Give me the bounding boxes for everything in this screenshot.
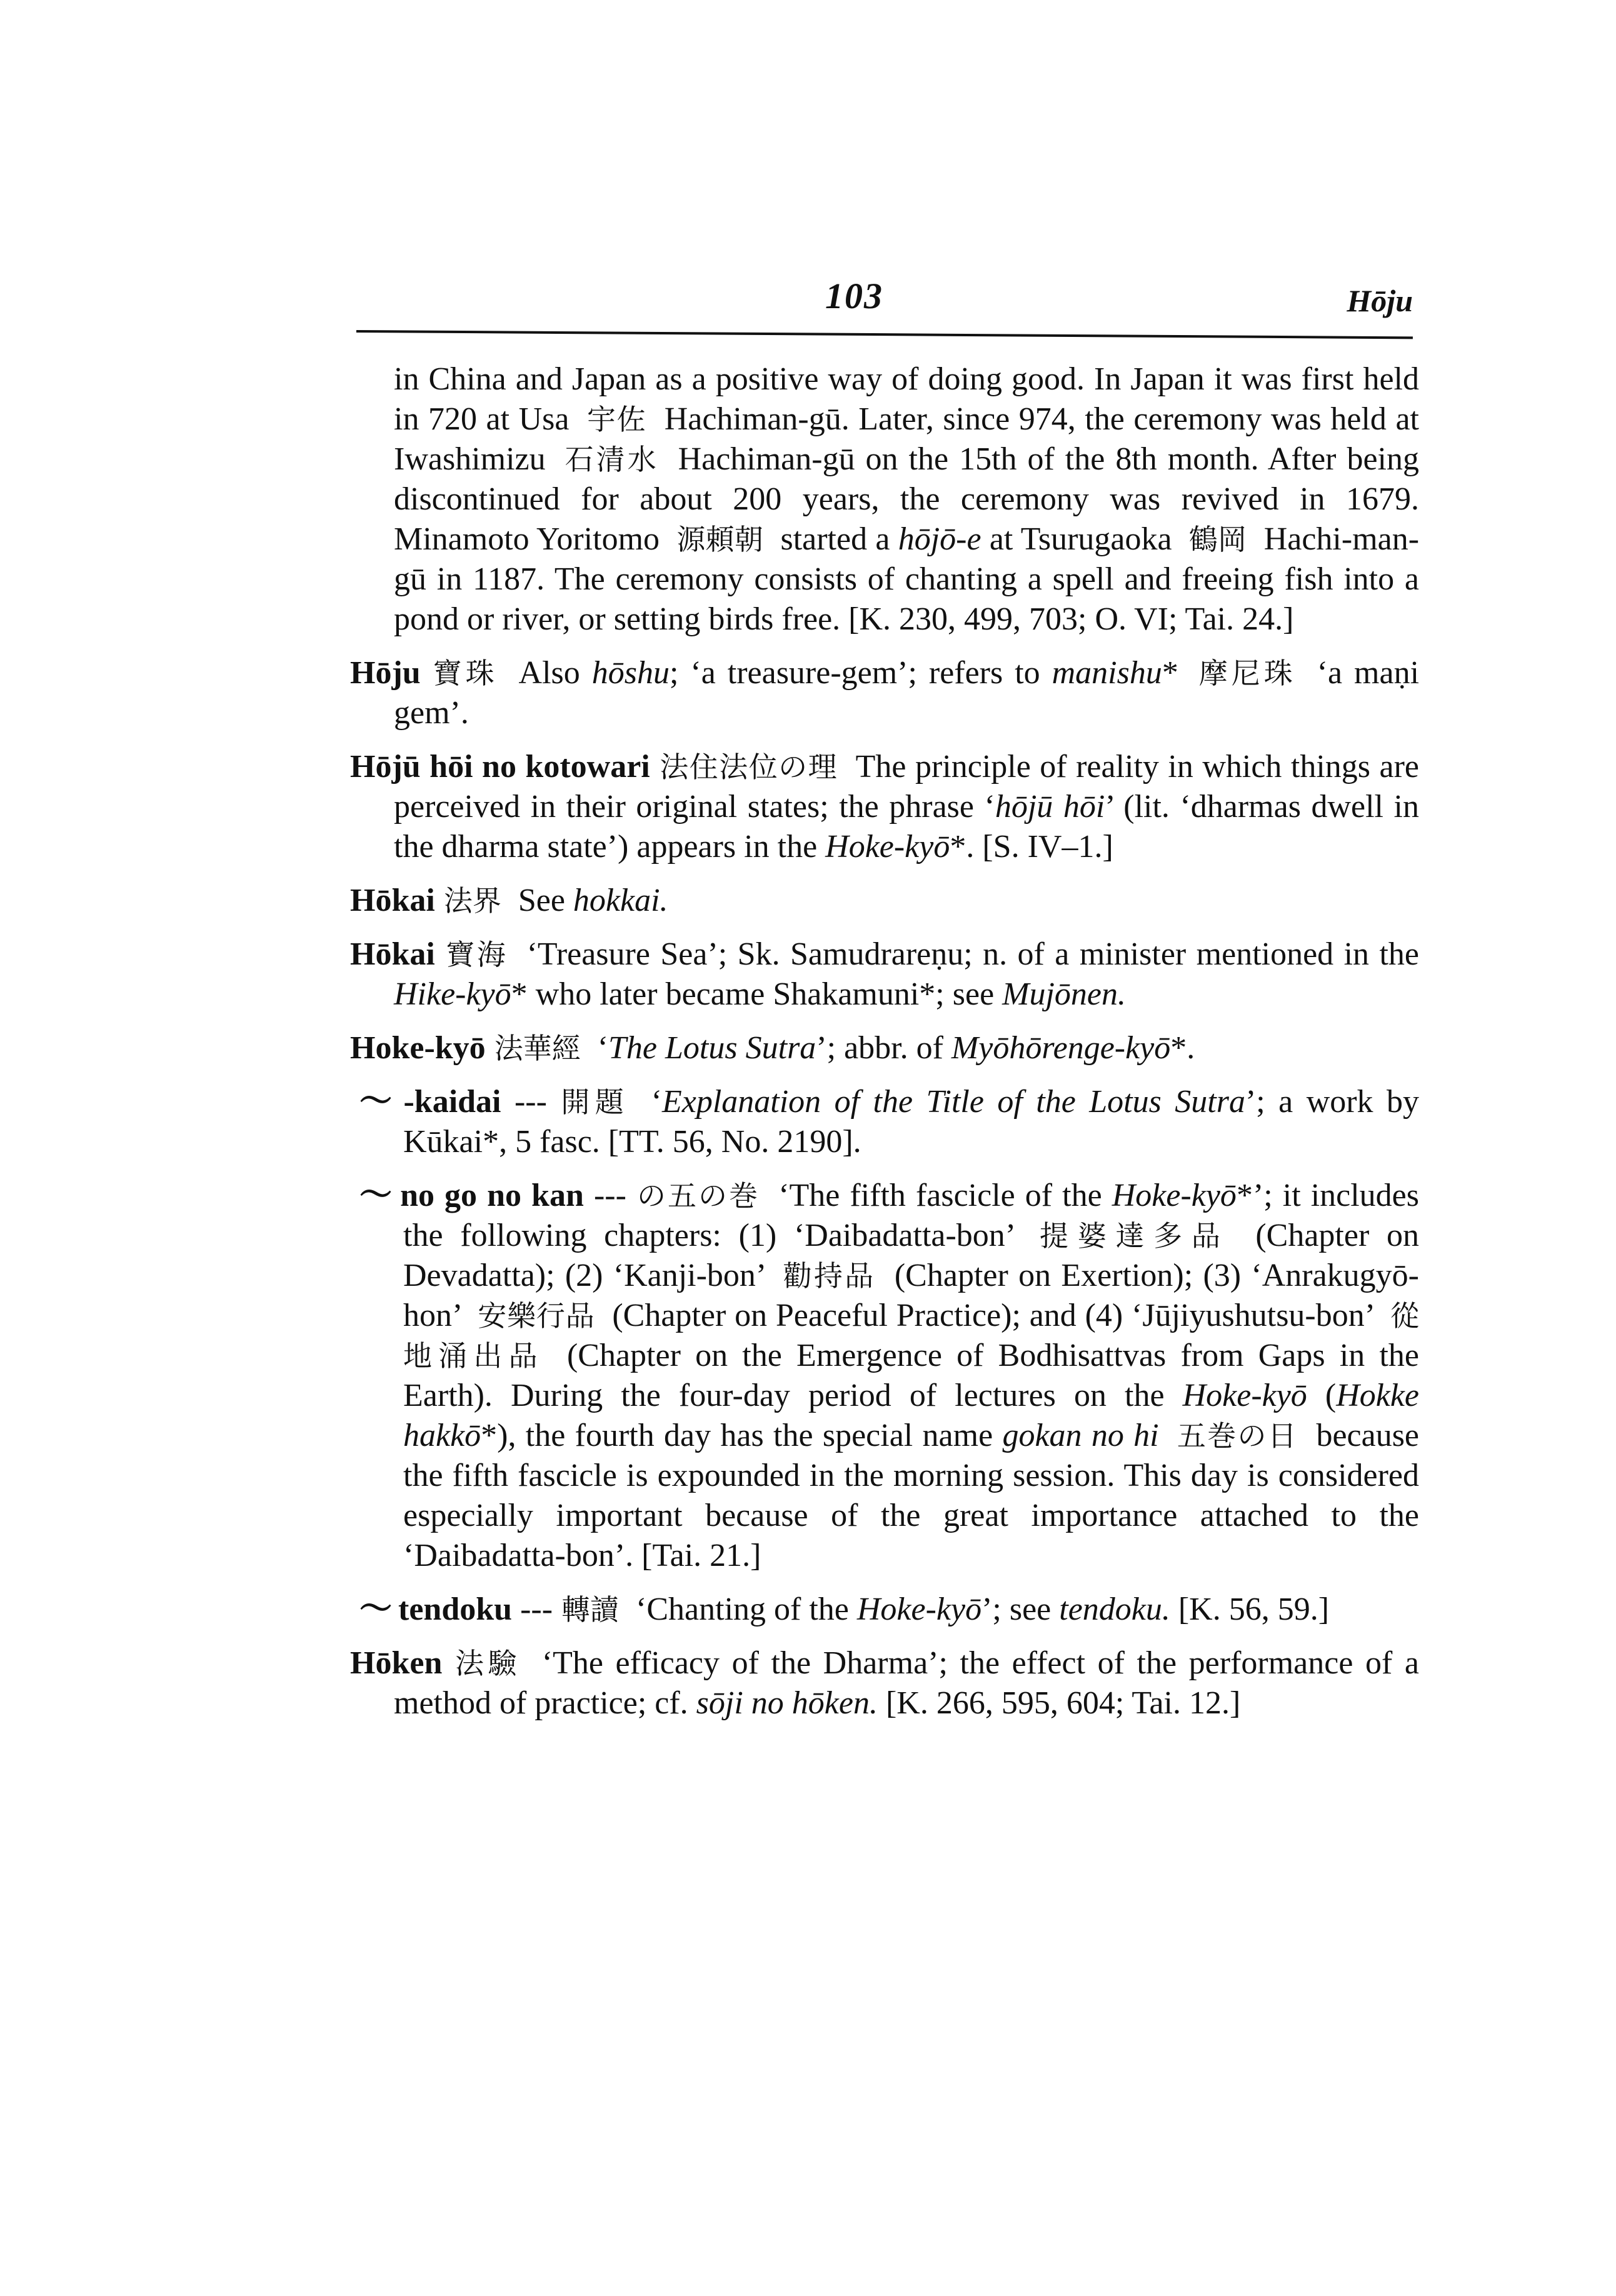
entry-headword: no go no kan <box>400 1178 584 1213</box>
text-run: [K. 56, 59.] <box>1170 1592 1330 1627</box>
text-run: *. [S. IV–1.] <box>950 829 1113 865</box>
kanji-term: 從地涌出品 <box>403 1299 1420 1373</box>
entry-headword: Hōkai <box>350 936 435 972</box>
kanji-term: 石清水 <box>565 443 659 476</box>
text-run: (Chapter on the Emergence of Bodhisattvas from Gaps in the Earth). During the four-day period of lectures on the <box>403 1338 1419 1413</box>
text-run: ; ‘a treasure-gem’; refers to <box>670 655 1052 691</box>
italic-term: gokan no hi <box>1002 1418 1159 1453</box>
text-run: ‘The fifth fascicle of the <box>768 1178 1112 1213</box>
text-run: *), the fourth day has the special name <box>481 1418 1003 1453</box>
italic-term: hōjō-e <box>898 521 981 557</box>
kanji-term: 寶珠 <box>429 656 498 690</box>
italic-term: Myōhōrenge-kyō <box>951 1030 1171 1066</box>
text-run: in China and Japan as a positive way of doing good. In Japan it was first held in 720 at Usa <box>394 361 1419 437</box>
text-run: Hachiman-gū on the 15th of the 8th month. After being discontinued for about 200 years, the ceremony was revived in 1679. Minamoto Yoritomo <box>394 441 1420 557</box>
page-number: 103 <box>825 276 883 316</box>
text-run: (Chapter on Exertion); (3) ‘Anrakugyō-hon’ <box>403 1258 1419 1333</box>
entry-headword: Hōju <box>350 655 421 691</box>
text-run: ’; abbr. of <box>816 1030 951 1066</box>
dictionary-entry <box>359 1082 1419 1162</box>
italic-term: Hoke-kyō <box>1112 1178 1237 1213</box>
kanji-term: 法驗 <box>451 1647 521 1680</box>
text-run: ’ (lit. ‘dharmas dwell in the dharma state’) appears in the <box>394 789 1419 865</box>
text-run: Hachiman-gū. Later, since 974, the ceremony was held at Iwashimizu <box>394 401 1420 477</box>
continuation-paragraph <box>394 359 1419 639</box>
text-run: *. <box>1170 1030 1195 1066</box>
kanji-term: 開題 <box>555 1085 630 1119</box>
dictionary-entry <box>350 935 1419 1015</box>
text-run: ‘ <box>638 1084 662 1120</box>
dictionary-entry <box>350 1028 1419 1068</box>
swung-dash: ～ <box>359 1178 394 1213</box>
kanji-term: 宇佐 <box>587 403 647 436</box>
kanji-term: 法界 <box>443 884 501 918</box>
italic-term: sōji no hōken. <box>696 1685 878 1721</box>
text-run: ‘The efficacy of the Dharma’; the effect of the performance of a method of practice; cf. <box>394 1645 1419 1721</box>
kanji-term: 勸持品 <box>783 1259 876 1293</box>
text-run: Hachi-man-gū in 1187. The ceremony consists of chanting a spell and freeing fish into a pond or river, or setting birds free. [K. 230, 499, 703; O. VI; Tai. 24.] <box>394 521 1420 637</box>
italic-term: tendoku. <box>1059 1592 1170 1627</box>
text-run: ’; see <box>981 1592 1060 1627</box>
page-header <box>356 275 1413 338</box>
entry-headword: Hōkai <box>350 883 435 918</box>
kanji-term: 源頼朝 <box>676 523 764 556</box>
text-run: *’; it includes the following chapters: (1) ‘Daibadatta-bon’ <box>403 1178 1419 1253</box>
dictionary-entry <box>350 653 1419 733</box>
text-run: at Tsurugaoka <box>981 521 1180 557</box>
swung-dash: ～ <box>359 1084 398 1120</box>
swung-dash: ～ <box>359 1592 393 1627</box>
entry-headword: Hōjū hōi no kotowari <box>350 749 650 785</box>
kanji-term: の五の巻 <box>635 1179 760 1213</box>
kanji-term: 提婆達多品 <box>1039 1219 1230 1253</box>
italic-term: hōshu <box>591 655 670 691</box>
italic-term: Hokke hakkō <box>403 1378 1419 1453</box>
entry-headword: Hoke-kyō <box>350 1030 486 1066</box>
text-run: started a <box>772 521 898 557</box>
text-run: --- <box>501 1084 547 1120</box>
text-run: * <box>1162 655 1190 691</box>
entry-headword: tendoku <box>398 1592 513 1627</box>
kanji-term: 摩尼珠 <box>1198 656 1297 690</box>
italic-term: Mujōnen. <box>1002 976 1126 1012</box>
italic-term: Explanation of the Title of the Lotus Sutra <box>662 1084 1245 1120</box>
running-head: Hōju <box>1347 283 1413 318</box>
text-run: Also <box>506 655 592 691</box>
kanji-term: 法華經 <box>494 1031 581 1065</box>
italic-term: Hike-kyō <box>394 976 511 1012</box>
text-run: ‘a maṇi gem’. <box>394 655 1420 731</box>
italic-term: Hoke-kyō <box>825 829 950 865</box>
kanji-term: 安樂行品 <box>478 1299 595 1333</box>
text-run: [K. 266, 595, 604; Tai. 12.] <box>877 1685 1241 1721</box>
text-run: ’; a work by Kūkai*, 5 fasc. [TT. 56, No. 2190]. <box>403 1084 1419 1160</box>
text-run: * who later became Shakamuni*; see <box>511 976 1003 1012</box>
entry-headword: Hōken <box>350 1645 443 1681</box>
dictionary-entry <box>359 1590 1419 1630</box>
entry-headword: -kaidai <box>403 1084 501 1120</box>
text-run: The principle of reality in which things are perceived in their original states; the phrase ‘ <box>394 749 1419 825</box>
entry-list <box>350 653 1419 1723</box>
italic-term: hōjū hōi <box>995 789 1105 825</box>
text-run <box>1159 1418 1168 1453</box>
dictionary-entry <box>350 1643 1419 1723</box>
header-rule <box>356 330 1413 339</box>
kanji-term: 轉讀 <box>561 1593 620 1627</box>
text-run: ‘ <box>589 1030 609 1066</box>
italic-term: Hoke-kyō <box>856 1592 982 1627</box>
italic-term: Hoke-kyō <box>1182 1378 1307 1413</box>
italic-term: manishu <box>1051 655 1162 691</box>
dictionary-entry <box>359 1176 1419 1576</box>
text-run: ‘Treasure Sea’; Sk. Samudrareṇu; n. of a minister mentioned in the <box>516 936 1420 972</box>
dictionary-entry <box>350 881 1419 921</box>
text-run: because the fifth fascicle is expounded in the morning session. This day is considered especially important because of the great importance attached to the ‘Daibadatta-bon’. [Tai. 21.] <box>403 1418 1420 1573</box>
italic-term: hokkai. <box>573 883 668 918</box>
kanji-term: 鶴岡 <box>1188 523 1247 556</box>
kanji-term: 法住法位の理 <box>658 750 838 784</box>
text-run: --- <box>512 1592 553 1627</box>
text-run: See <box>509 883 573 918</box>
text-run: ‘Chanting of the <box>628 1592 857 1627</box>
text-run: ( <box>1307 1378 1337 1413</box>
kanji-term: 五巻の日 <box>1177 1419 1298 1453</box>
dictionary-entry <box>350 747 1419 867</box>
text-run: (Chapter on Peaceful Practice); and (4) ‘Jūjiyushutsu-bon’ <box>603 1298 1382 1333</box>
text-run: (Chapter on Devadatta); (2) ‘Kanji-bon’ <box>403 1218 1419 1293</box>
kanji-term: 寶海 <box>443 938 508 971</box>
text-run: --- <box>583 1178 626 1213</box>
italic-term: The Lotus Sutra <box>608 1030 816 1066</box>
dictionary-body <box>350 359 1419 1737</box>
